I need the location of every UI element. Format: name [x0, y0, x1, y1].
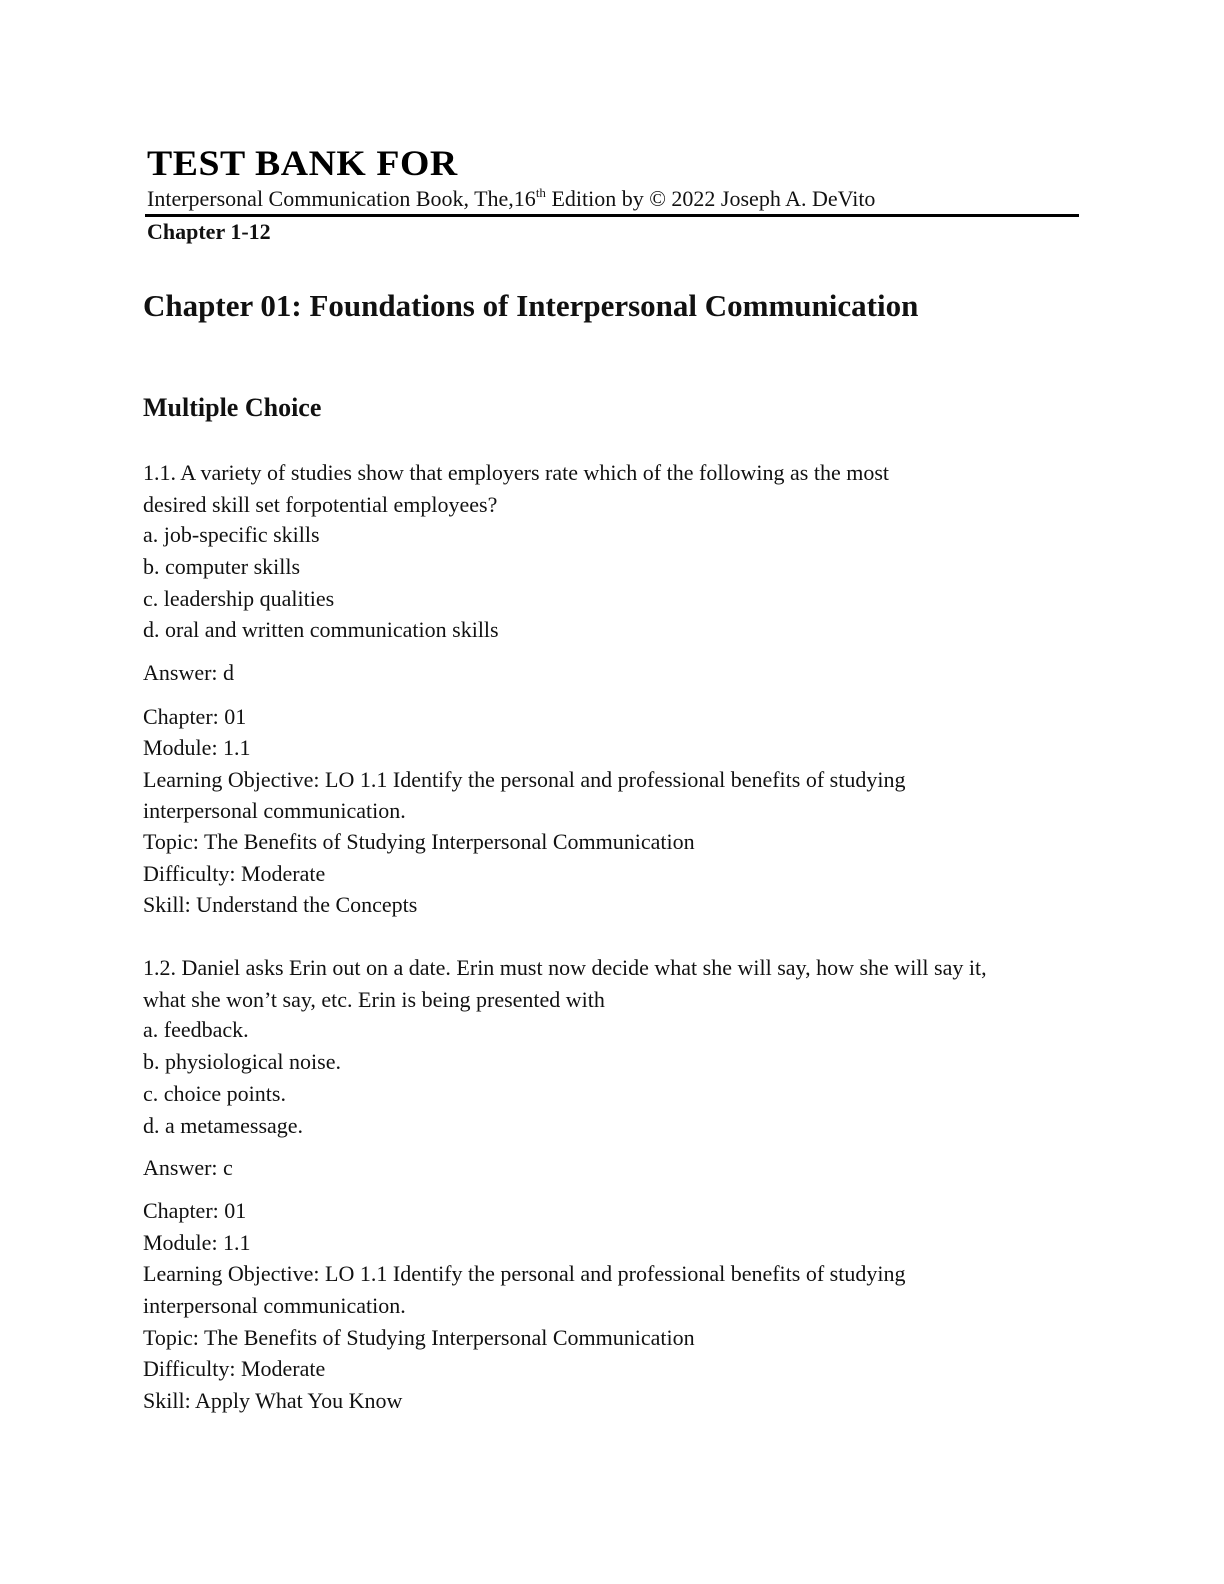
answer-option: d. oral and written communication skills: [143, 617, 499, 642]
subtitle-text: Interpersonal Communication Book, The,16: [147, 186, 536, 211]
answer-option: b. physiological noise.: [143, 1049, 341, 1074]
meta-topic: Topic: The Benefits of Studying Interpersonal Communication: [143, 829, 695, 854]
meta-learning-objective: Learning Objective: LO 1.1 Identify the personal and professional benefits of studying: [143, 767, 906, 792]
answer-key: Answer: d: [143, 660, 235, 685]
meta-topic: Topic: The Benefits of Studying Interpersonal Communication: [143, 1325, 695, 1350]
answer-key: Answer: c: [143, 1155, 233, 1180]
header-rule: [145, 214, 1079, 217]
answer-option: a. feedback.: [143, 1017, 249, 1042]
meta-difficulty: Difficulty: Moderate: [143, 1356, 326, 1381]
question-stem: what she won’t say, etc. Erin is being presented with: [143, 987, 605, 1012]
book-subtitle: [147, 186, 875, 212]
answer-option: d. a metamessage.: [143, 1113, 304, 1138]
meta-skill: Skill: Apply What You Know: [143, 1388, 403, 1413]
meta-learning-objective: interpersonal communication.: [143, 798, 406, 823]
meta-module: Module: 1.1: [143, 1230, 251, 1255]
question-stem: 1.1. A variety of studies show that employers rate which of the following as the most: [143, 460, 890, 485]
answer-option: c. leadership qualities: [143, 586, 335, 611]
answer-option: c. choice points.: [143, 1081, 286, 1106]
meta-chapter: Chapter: 01: [143, 1198, 247, 1223]
meta-difficulty: Difficulty: Moderate: [143, 861, 326, 886]
meta-chapter: Chapter: 01: [143, 704, 247, 729]
chapter-title: Chapter 01: Foundations of Interpersonal Communication: [143, 288, 919, 323]
chapter-range: Chapter 1-12: [147, 219, 271, 244]
meta-learning-objective: interpersonal communication.: [143, 1293, 406, 1318]
answer-option: b. computer skills: [143, 554, 301, 579]
meta-skill: Skill: Understand the Concepts: [143, 892, 418, 917]
meta-learning-objective: Learning Objective: LO 1.1 Identify the personal and professional benefits of studying: [143, 1261, 906, 1286]
meta-module: Module: 1.1: [143, 735, 251, 760]
question-stem: desired skill set forpotential employees?: [143, 492, 498, 517]
answer-option: a. job-specific skills: [143, 522, 320, 547]
section-title: Multiple Choice: [143, 393, 322, 422]
subtitle-text-end: Edition by © 2022 Joseph A. DeVito: [545, 186, 876, 211]
subtitle-superscript: th: [535, 185, 546, 200]
test-bank-banner: TEST BANK FOR: [147, 143, 458, 183]
question-stem: 1.2. Daniel asks Erin out on a date. Erin must now decide what she will say, how she will say it,: [143, 955, 987, 980]
